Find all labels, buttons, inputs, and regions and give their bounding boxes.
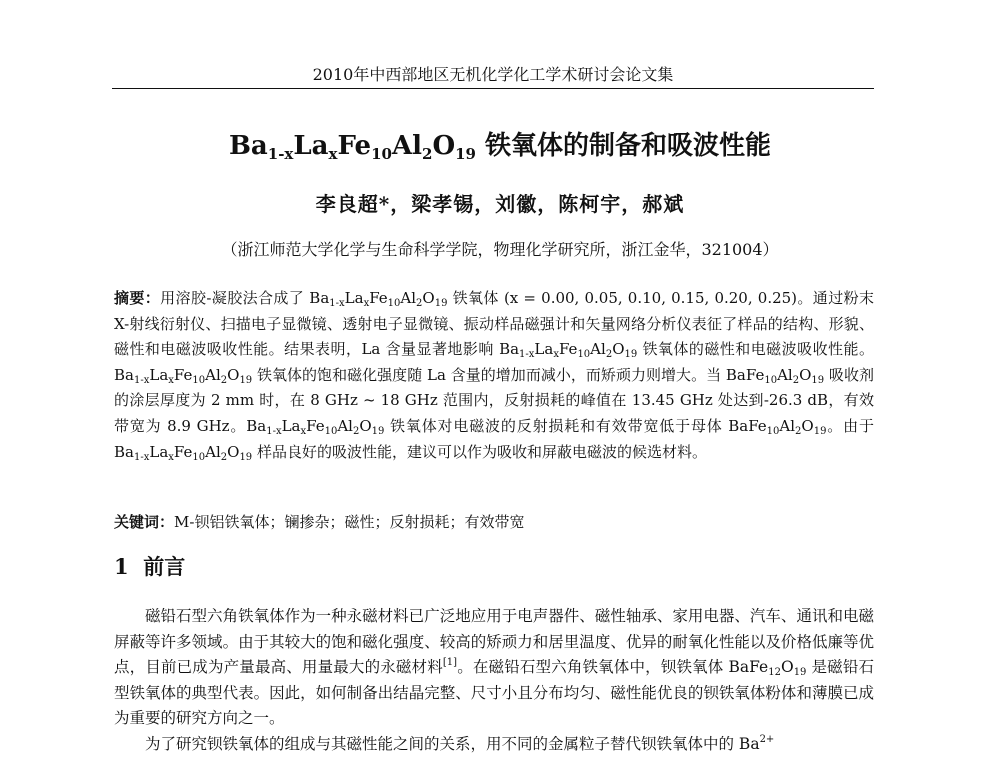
section-title: 前言 (143, 554, 186, 579)
keywords-text: M-钡铝铁氧体；镧掺杂；磁性；反射损耗；有效带宽 (174, 513, 525, 531)
running-head: 2010年中西部地区无机化学化工学术研讨会论文集 (312, 65, 674, 84)
header-rule (112, 88, 874, 89)
abstract: 摘要：用溶胶-凝胶法合成了 $Ba_{1-x}La_xFe_{10}Al_2O_{19}$ 铁氧体 (x = 0.00, 0.05, 0.10, 0.15, 0.20, 0.25)。通过粉末 X-射线衍射仪、扫描电子显微镜、透射电子显微镜、振动样品磁强计和矢量网络分析仪表征了样品的结构、形貌、磁性和电磁波吸收性能。结果表明，La 含量显著地影响 $Ba_{1-x}La_xFe_{10}Al_2O_{19}$ 铁氧体的磁性和电磁波吸收性能。$Ba_{1-x}La_xFe_{10}Al_2O_{19}$ 铁氧体的饱和磁化强度随 La 含量的增加而减小，而矫顽力则增大。当 $BaFe_{10}Al_2O_{19}$ 吸收剂的涂层厚度为 2 mm 时，在 8 GHz ~ 18 GHz 范围内，反射损耗的峰值在 13.45 GHz 处达到-26.3 dB，有效带宽为 8.9 GHz。$Ba_{1-x}La_xFe_{10}Al_2O_{19}$ 铁氧体对电磁波的反射损耗和有效带宽低于母体 $BaFe_{10}Al_2O_{19}$。由于 $Ba_{1-x}La_xFe_{10}Al_2O_{19}$ 样品良好的吸波性能，建议可以作为吸收和屏蔽电磁波的候选材料。 (114, 289, 874, 463)
affiliation: （浙江师范大学化学与生命科学学院，物理化学研究所，浙江金华，321004） (221, 240, 779, 259)
abstract-label: 摘要： (114, 289, 161, 307)
keywords (114, 510, 874, 534)
section-heading (114, 552, 185, 582)
section-number: 1 (114, 554, 129, 579)
body-text (114, 604, 874, 758)
paragraph: 为了研究钡铁氧体的组成与其磁性能之间的关系，用不同的金属粒子替代钡铁氧体中的 $Ba^{2+}$ (145, 733, 775, 753)
paragraph: 磁铅石型六角铁氧体作为一种永磁材料已广泛地应用于电声器件、磁性轴承、家用电器、汽车、通讯和电磁屏蔽等许多领域。由于其较大的饱和磁化强度、较高的矫顽力和居里温度、优异的耐氧化性能以及价格低廉等优点，目前已成为产量最高、用量最大的永磁材料[1]。在磁铅石型六角铁氧体中，钡铁氧体 $BaFe_{12}O_{19}$ 是磁铅石型铁氧体的典型代表。因此，如何制备出结晶完整、尺寸小且分布均匀、磁性能优良的钡铁氧体粉体和薄膜已成为重要的研究方向之一。 (114, 607, 874, 728)
author-list: 李良超*，梁孝锡，刘徽，陈柯宇，郝斌 (315, 192, 685, 216)
paper-title: $Ba_{1-x}La_xFe_{10}Al_2O_{19}$ 铁氧体的制备和吸波性能 (228, 131, 772, 163)
citation-ref: [1] (442, 657, 458, 669)
keywords-label: 关键词： (114, 513, 175, 531)
